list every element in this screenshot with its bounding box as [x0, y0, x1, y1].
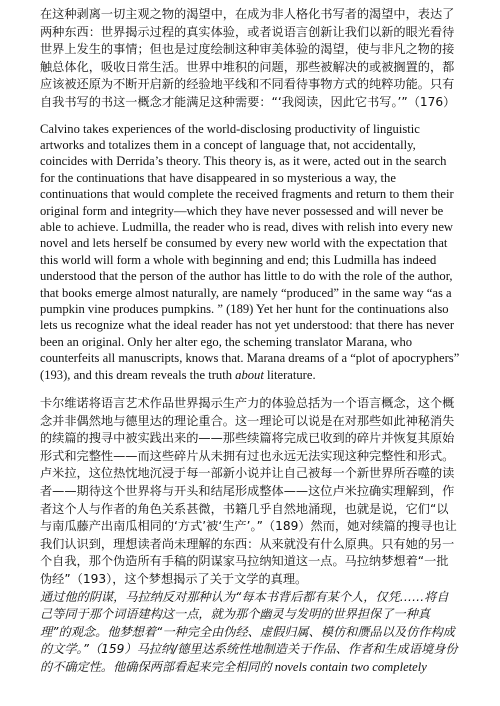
chinese-italic-text: 通过他的阴谋，马拉纳反对那种认为“每本书背后都有某个人，仅凭……将自己等同于那个词语建构这一点，就为那个幽灵与发明的世界担保了一种真理”的观念。他梦想着“一种完全由伪经、虚假归属、模仿和赝品以及仿作构成的文学。”（159）马拉纳/德里达系统性地制造关于作品、作者和生成语境身份的不确定性。他确保两部看起来完全相同的 — [40, 589, 458, 674]
spacer — [40, 383, 460, 395]
english-paragraph — [40, 121, 460, 384]
english-italic-tail: novels contain two completely — [271, 659, 427, 674]
chinese-paragraph-1: 在这种剥离一切主观之物的渴望中，在成为非人格化书写者的渴望中，表达了两种东西：世界揭示过程的真实体验，或者说语言创新让我们以新的眼光看待世界上发生的事情；但也是过度绘制这种审美体验的渴望，使与非凡之物的接触总体化，吸收日常生活。世界中堆积的问题，那些被解决的或被搁置的，都应该被还原为不断开启新的经验地平线和不同看待事物方式的纯粹功能。只有自我书写的书这一概念才能满足这种需要：“‘我阅读，因此它书写。’”（176） — [40, 7, 456, 109]
english-text-b: literature. — [263, 367, 316, 382]
chinese-paragraph-3 — [40, 589, 460, 677]
english-text-a: Calvino takes experiences of the world-disclosing productivity of linguistic artworks and totalizes them in a concept of language that, not accidentally, coincides with Derrida’s theory. This theory is, as it were, acted out in the search for the continuations that have disappeared in so mysterious a way, the continuations that would complete the received fragments and return to them their original form and integrity—which they have never possessed and will never be able to achieve. Ludmilla, the reader who is read, dives with relish into every new novel and lets herself be consumed by every new world with the expectation that this world will form a whole with beginning and end; this Ludmilla has indeed understood that the person of the author has little to do with the role of the author, that books emerge almost naturally, are namely “produced” in the same way “as a pumpkin vine produces pumpkins. ” (189) Yet her hunt for the continuations also lets us recognize what the ideal reader has not yet understood: that there has never been an original. Only her alter ego, the scheming translator Marana, who counterfeits all manuscripts, knows that. Marana dreams of a “plot of apocryphers” (193), and this dream reveals the truth — [40, 121, 460, 382]
spacer — [40, 112, 460, 121]
english-italic-about: about — [235, 367, 264, 382]
chinese-paragraph-2: 卡尔维诺将语言艺术作品世界揭示生产力的体验总括为一个语言概念，这个概念并非偶然地与德里达的理论重合。这一理论可以说是在对那些如此神秘消失的续篇的搜寻中被实践出来的——那些续篇将完成已收到的碎片并恢复其原始形式和完整性——而这些碎片从未拥有过也永远无法实现这种完整性和形式。卢米拉，这位热忱地沉浸于每一部新小说并让自己被每一个新世界所吞噬的读者——期待这个世界将与开头和结尾形成整体——这位卢米拉确实理解到，作者这个人与作者的角色关系甚微，书籍几乎自然地涌现，也就是说，它们“以与南瓜藤产出南瓜相同的‘方式’被‘生产’。”（189）然而，她对续篇的搜寻也让我们认识到，理想读者尚未理解的东西：从来就没有什么原典。只有她的另一个自我，那个伪造所有手稿的阴谋家马拉纳知道这一点。马拉纳梦想着“一批伪经”（193），这个梦想揭示了关于文学的真理。 — [40, 396, 457, 586]
